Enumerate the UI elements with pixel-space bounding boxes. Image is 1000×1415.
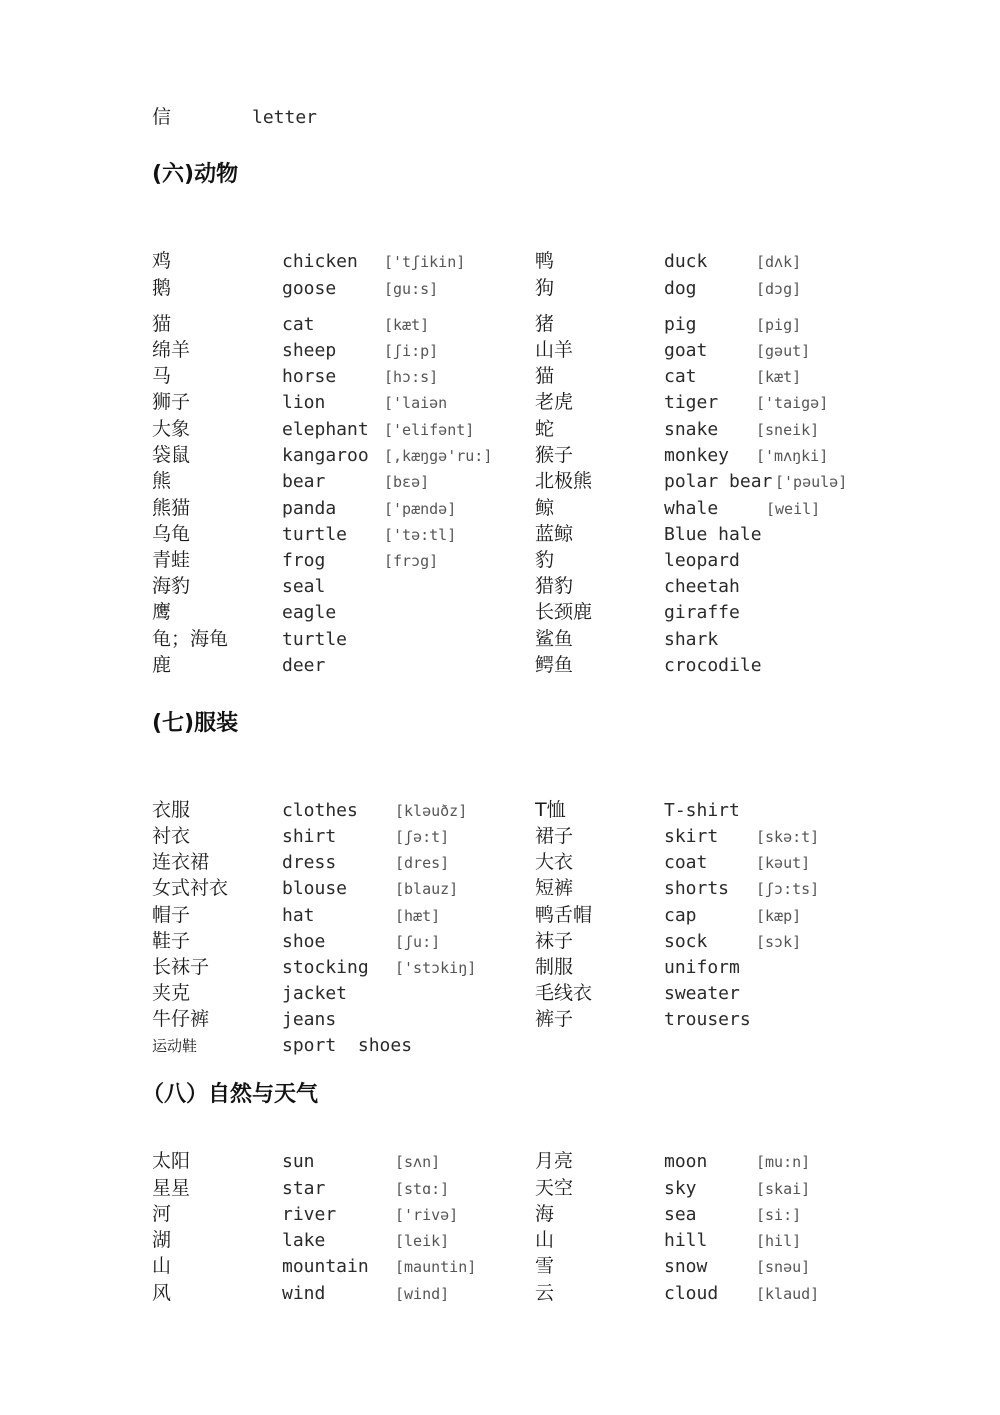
vocab-en: clothes <box>282 800 358 821</box>
vocab-en: leopard <box>664 550 740 571</box>
vocab-en: kangaroo <box>282 445 369 466</box>
vocab-zh: 鞋子 <box>152 930 191 952</box>
vocab-phonetic: [wind] <box>395 1285 450 1303</box>
vocab-zh: 龟；海龟 <box>152 628 229 650</box>
vocab-en: blouse <box>282 878 348 899</box>
vocab-phonetic: ['mʌŋki] <box>756 447 829 465</box>
vocab-en: wind <box>282 1283 326 1304</box>
vocab-en: river <box>282 1204 337 1225</box>
vocab-en: snake <box>664 419 719 440</box>
vocab-phonetic: [ʃə:t] <box>395 828 450 846</box>
vocab-en: mountain <box>282 1256 369 1277</box>
vocab-zh: 运动鞋 <box>152 1037 198 1055</box>
vocab-en: eagle <box>282 602 337 623</box>
vocab-phonetic: [ʃi:p] <box>384 342 439 360</box>
vocab-phonetic: [pig] <box>756 316 802 334</box>
vocab-en: jeans <box>282 1009 337 1030</box>
vocab-zh: 北极熊 <box>535 470 593 492</box>
vocab-en: tiger <box>664 392 719 413</box>
vocab-zh: 制服 <box>535 956 574 978</box>
vocab-phonetic: [stɑ:] <box>395 1180 450 1198</box>
vocab-en: whale <box>664 498 719 519</box>
vocab-en: polar bear <box>664 471 773 492</box>
vocab-phonetic: [klaud] <box>756 1285 820 1303</box>
vocab-zh: 短裤 <box>535 877 574 899</box>
vocab-phonetic: [,kæŋgə'ru:] <box>384 447 493 465</box>
vocab-en: cat <box>282 314 315 335</box>
vocab-zh: 猴子 <box>535 444 574 466</box>
vocab-zh: 风 <box>152 1282 172 1304</box>
vocab-phonetic: [hæt] <box>395 907 441 925</box>
vocab-en: jacket <box>282 983 348 1004</box>
vocab-en: elephant <box>282 419 369 440</box>
vocab-phonetic: [dʌk] <box>756 253 802 271</box>
vocab-en: cat <box>664 366 697 387</box>
vocab-en: sky <box>664 1178 697 1199</box>
vocab-en: cloud <box>664 1283 719 1304</box>
vocab-phonetic: [ʃu:] <box>395 933 441 951</box>
vocab-en: sun <box>282 1151 315 1172</box>
vocab-zh: 夹克 <box>152 982 191 1004</box>
vocab-zh: 熊 <box>152 470 172 492</box>
vocab-zh: 鹿 <box>152 654 172 676</box>
vocab-zh: 狮子 <box>152 391 191 413</box>
vocab-zh: 熊猫 <box>152 497 191 519</box>
vocab-en: stocking <box>282 957 369 978</box>
vocab-zh: 月亮 <box>535 1150 574 1172</box>
vocab-zh: 老虎 <box>535 391 574 413</box>
vocab-en: Blue hale <box>664 524 762 545</box>
vocab-zh: 女式衬衣 <box>152 877 229 899</box>
vocab-zh: 马 <box>152 365 172 387</box>
section-heading-clothing: (七)服装 <box>152 711 239 736</box>
vocab-en: crocodile <box>664 655 762 676</box>
vocab-en: cheetah <box>664 576 740 597</box>
vocab-en: cap <box>664 905 697 926</box>
vocab-zh: 鸭 <box>535 250 555 272</box>
vocab-phonetic: ['laiən <box>384 394 448 412</box>
vocab-zh: 山羊 <box>535 339 574 361</box>
vocab-phonetic: [bεə] <box>384 473 430 491</box>
top-entry-zh: 信 <box>152 106 172 128</box>
vocab-en: lion <box>282 392 326 413</box>
vocab-en: sheep <box>282 340 337 361</box>
vocab-en: horse <box>282 366 337 387</box>
vocab-zh: 鳄鱼 <box>535 654 574 676</box>
vocab-phonetic: ['rivə] <box>395 1206 459 1224</box>
vocab-phonetic: ['stɔkiŋ] <box>395 959 477 977</box>
vocab-zh: 山 <box>535 1229 555 1251</box>
vocab-zh: 天空 <box>535 1177 574 1199</box>
vocab-zh: 蛇 <box>535 418 555 440</box>
vocab-en: chicken <box>282 251 358 272</box>
vocab-zh: 鸭舌帽 <box>535 904 593 926</box>
vocab-zh: 鸡 <box>152 250 172 272</box>
vocab-phonetic: [sɔk] <box>756 933 802 951</box>
vocab-en: pig <box>664 314 697 335</box>
vocab-phonetic: [dres] <box>395 854 450 872</box>
vocab-en: uniform <box>664 957 740 978</box>
vocab-phonetic: [skai] <box>756 1180 811 1198</box>
vocab-en: dog <box>664 278 697 299</box>
vocab-zh: 猫 <box>152 313 172 335</box>
vocab-phonetic: [frɔg] <box>384 552 439 570</box>
vocab-phonetic: [kæt] <box>384 316 430 334</box>
section-heading-animals: (六)动物 <box>152 162 239 187</box>
vocab-phonetic: [mauntin] <box>395 1258 477 1276</box>
vocab-phonetic: [kləuðz] <box>395 802 468 820</box>
vocab-en: trousers <box>664 1009 751 1030</box>
vocab-zh: 河 <box>152 1203 172 1225</box>
vocab-phonetic: ['tʃikin] <box>384 253 466 271</box>
vocab-phonetic: [sʌn] <box>395 1153 441 1171</box>
vocab-phonetic: [mu:n] <box>756 1153 811 1171</box>
vocab-zh: 长颈鹿 <box>535 601 593 623</box>
vocab-phonetic: [blauz] <box>395 880 459 898</box>
vocab-phonetic: [kæt] <box>756 368 802 386</box>
vocab-phonetic: [leik] <box>395 1232 450 1250</box>
vocab-en: sea <box>664 1204 697 1225</box>
vocab-zh: 牛仔裤 <box>152 1008 210 1030</box>
vocab-en: sock <box>664 931 708 952</box>
vocab-phonetic: [hil] <box>756 1232 802 1250</box>
vocab-zh: 裤子 <box>535 1008 574 1030</box>
vocab-en: shorts <box>664 878 730 899</box>
vocab-zh: 帽子 <box>152 904 191 926</box>
vocab-en: moon <box>664 1151 708 1172</box>
vocab-en: star <box>282 1178 326 1199</box>
vocab-phonetic: ['pændə] <box>384 500 457 518</box>
vocab-en: turtle <box>282 524 348 545</box>
vocab-zh: 大象 <box>152 418 191 440</box>
vocab-en: shark <box>664 629 719 650</box>
vocab-en: deer <box>282 655 326 676</box>
vocab-zh: 大衣 <box>535 851 574 873</box>
vocab-zh: 连衣裙 <box>152 851 210 873</box>
vocab-zh: 海 <box>535 1203 555 1225</box>
vocab-zh: 袋鼠 <box>152 444 191 466</box>
vocab-zh: 长袜子 <box>152 956 210 978</box>
vocab-zh: 云 <box>535 1282 555 1304</box>
vocab-en: turtle <box>282 629 348 650</box>
section-heading-nature: （八）自然与天气 <box>142 1082 319 1107</box>
vocab-en: hat <box>282 905 315 926</box>
vocab-en: panda <box>282 498 337 519</box>
vocab-phonetic: [dɔg] <box>756 280 802 298</box>
vocab-zh: 鹅 <box>152 277 172 299</box>
vocab-zh: 猫 <box>535 365 555 387</box>
vocab-zh: 鲸 <box>535 497 555 519</box>
vocab-en: goose <box>282 278 337 299</box>
vocab-en: lake <box>282 1230 326 1251</box>
vocab-en: bear <box>282 471 326 492</box>
vocab-en: sweater <box>664 983 740 1004</box>
vocab-en: duck <box>664 251 708 272</box>
vocab-en: sport shoes <box>282 1035 413 1056</box>
vocab-en: coat <box>664 852 708 873</box>
vocab-zh: 狗 <box>535 277 555 299</box>
vocab-phonetic: [kəut] <box>756 854 811 872</box>
vocab-en: seal <box>282 576 326 597</box>
vocab-phonetic: [snəu] <box>756 1258 811 1276</box>
vocab-phonetic: ['elifənt] <box>384 421 475 439</box>
vocab-zh: 鹰 <box>152 601 172 623</box>
vocab-zh: 星星 <box>152 1177 191 1199</box>
vocab-phonetic: ['pəulə] <box>775 473 848 491</box>
vocab-zh: 海豹 <box>152 575 191 597</box>
vocab-zh: 绵羊 <box>152 339 191 361</box>
vocab-phonetic: [ʃɔ:ts] <box>756 880 820 898</box>
vocab-zh: 衣服 <box>152 799 191 821</box>
vocab-zh: 豹 <box>535 549 555 571</box>
vocab-en: dress <box>282 852 337 873</box>
vocab-phonetic: [gəut] <box>756 342 811 360</box>
vocab-phonetic: [kæp] <box>756 907 802 925</box>
vocab-phonetic: ['taigə] <box>756 394 829 412</box>
vocab-zh: 裙子 <box>535 825 574 847</box>
vocab-en: goat <box>664 340 708 361</box>
vocab-phonetic: [si:] <box>756 1206 802 1224</box>
vocab-zh: 山 <box>152 1255 172 1277</box>
vocab-en: snow <box>664 1256 708 1277</box>
vocab-en: shirt <box>282 826 337 847</box>
vocab-en: monkey <box>664 445 730 466</box>
vocab-zh: 鲨鱼 <box>535 628 574 650</box>
vocab-zh: 蓝鲸 <box>535 523 574 545</box>
vocab-en: giraffe <box>664 602 740 623</box>
vocab-en: T-shirt <box>664 800 740 821</box>
vocab-zh: 太阳 <box>152 1150 191 1172</box>
vocab-zh: 毛线衣 <box>535 982 593 1004</box>
vocab-phonetic: [sneik] <box>756 421 820 439</box>
vocab-en: frog <box>282 550 326 571</box>
vocab-zh: T恤 <box>535 799 566 821</box>
vocab-phonetic: ['tə:tl] <box>384 526 457 544</box>
vocab-zh: 猎豹 <box>535 575 574 597</box>
vocab-en: hill <box>664 1230 708 1251</box>
vocab-phonetic: [gu:s] <box>384 280 439 298</box>
vocab-zh: 猪 <box>535 313 555 335</box>
vocab-zh: 湖 <box>152 1229 172 1251</box>
vocab-en: shoe <box>282 931 326 952</box>
vocab-zh: 衬衣 <box>152 825 191 847</box>
vocab-phonetic: [hɔ:s] <box>384 368 439 386</box>
vocab-zh: 乌龟 <box>152 523 191 545</box>
vocab-phonetic: [weil] <box>766 500 821 518</box>
top-entry-en: letter <box>252 107 318 128</box>
vocab-zh: 袜子 <box>535 930 574 952</box>
vocab-phonetic: [skə:t] <box>756 828 820 846</box>
vocab-zh: 雪 <box>535 1255 555 1277</box>
vocab-en: skirt <box>664 826 719 847</box>
vocab-zh: 青蛙 <box>152 549 191 571</box>
